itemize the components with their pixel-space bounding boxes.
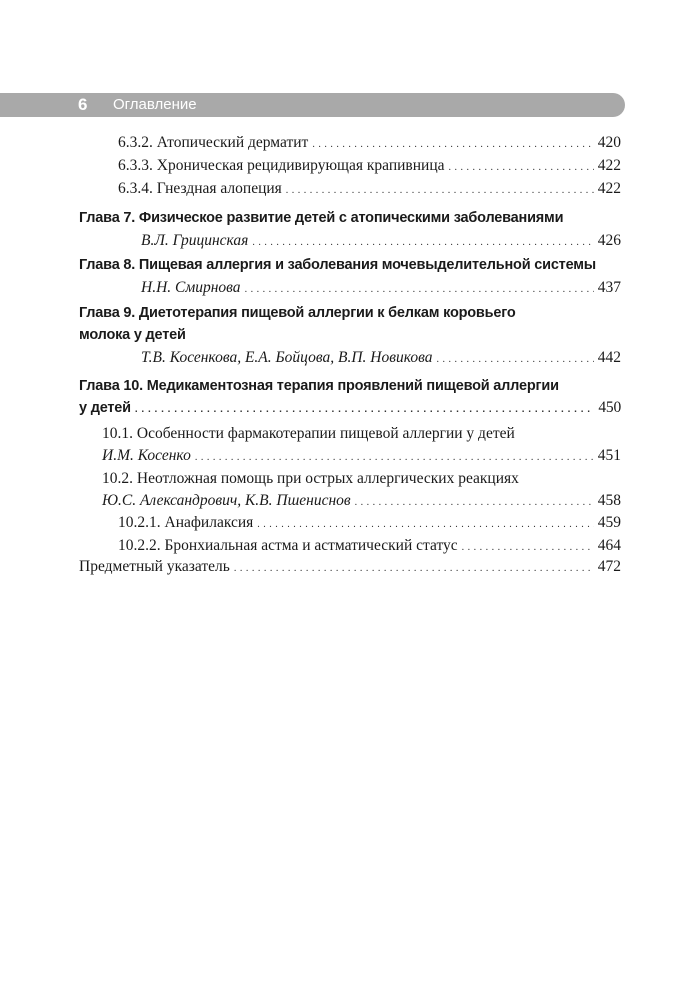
toc-entry-page: 451	[597, 447, 621, 464]
dot-leader	[257, 514, 593, 536]
running-title: Оглавление	[113, 96, 197, 113]
dot-leader	[245, 279, 594, 301]
toc-entry-chapter-8[interactable]	[141, 277, 621, 299]
dot-leader	[135, 399, 594, 421]
toc-entry-6-3-4[interactable]	[118, 178, 621, 200]
page-number: 6	[78, 95, 88, 114]
toc-entry-page: 472	[597, 558, 621, 575]
dot-leader	[286, 180, 594, 202]
toc-entry-10-1[interactable]	[102, 445, 621, 467]
toc-entry-6-3-3[interactable]	[118, 155, 621, 177]
toc-entry-page: 437	[597, 279, 621, 296]
chapter-9-title-line1[interactable]: Глава 9. Диетотерапия пищевой аллергии к белкам коровьего	[79, 305, 516, 321]
dot-leader	[449, 157, 594, 179]
section-10-2-title[interactable]: 10.2. Неотложная помощь при острых аллергических реакциях	[102, 470, 519, 487]
section-author: И.М. Косенко	[102, 447, 191, 464]
toc-entry-title: 6.3.3. Хроническая рецидивирующая крапивница	[118, 157, 445, 174]
toc-entry-title: Предметный указатель	[79, 558, 230, 575]
dot-leader	[355, 492, 594, 514]
chapter-10-title-line2: у детей	[79, 400, 131, 416]
toc-entry-10-2-2[interactable]	[118, 535, 621, 557]
toc-entry-page: 442	[597, 349, 621, 366]
toc-entry-page: 459	[597, 514, 621, 531]
chapter-9-title-line2[interactable]: молока у детей	[79, 327, 186, 343]
section-10-1-title[interactable]: 10.1. Особенности фармакотерапии пищевой аллергии у детей	[102, 425, 515, 442]
toc-entry-page: 464	[597, 537, 621, 554]
dot-leader	[252, 232, 593, 254]
chapter-10-title-line1[interactable]: Глава 10. Медикаментозная терапия проявлений пищевой аллергии	[79, 378, 559, 394]
chapter-author: Н.Н. Смирнова	[141, 279, 241, 296]
chapter-8-title[interactable]: Глава 8. Пищевая аллергия и заболевания мочевыделительной системы	[79, 257, 596, 273]
header-bar	[0, 93, 625, 117]
toc-entry-chapter-10[interactable]	[79, 397, 621, 419]
toc-entry-title: 10.2.1. Анафилаксия	[118, 514, 254, 531]
toc-entry-6-3-2[interactable]	[118, 132, 621, 154]
chapter-author: Т.В. Косенкова, Е.А. Бойцова, В.П. Новикова	[141, 349, 433, 366]
toc-entry-title: 6.3.2. Атопический дерматит	[118, 134, 309, 151]
toc-entry-title: 10.2.2. Бронхиальная астма и астматический статус	[118, 537, 458, 554]
toc-entry-page: 426	[597, 232, 621, 249]
toc-entry-10-2-1[interactable]	[118, 512, 621, 534]
dot-leader	[436, 349, 593, 371]
dot-leader	[234, 558, 594, 580]
section-author: Ю.С. Александрович, К.В. Пшениснов	[102, 492, 351, 509]
toc-entry-page: 422	[597, 157, 621, 174]
toc-entry-page: 422	[597, 180, 621, 197]
toc-entry-page: 458	[597, 492, 621, 509]
toc-entry-title: 6.3.4. Гнездная алопеция	[118, 180, 282, 197]
toc-entry-chapter-7[interactable]	[141, 230, 621, 252]
toc-entry-page: 450	[598, 399, 621, 416]
toc-entry-10-2[interactable]	[102, 490, 621, 512]
chapter-7-title[interactable]: Глава 7. Физическое развитие детей с атопическими заболеваниями	[79, 210, 564, 226]
dot-leader	[312, 134, 593, 156]
chapter-author: В.Л. Грицинская	[141, 232, 249, 249]
toc-entry-chapter-9[interactable]	[141, 347, 621, 369]
dot-leader	[195, 447, 594, 469]
toc-entry-page: 420	[597, 134, 621, 151]
toc-entry-index[interactable]	[79, 556, 621, 578]
